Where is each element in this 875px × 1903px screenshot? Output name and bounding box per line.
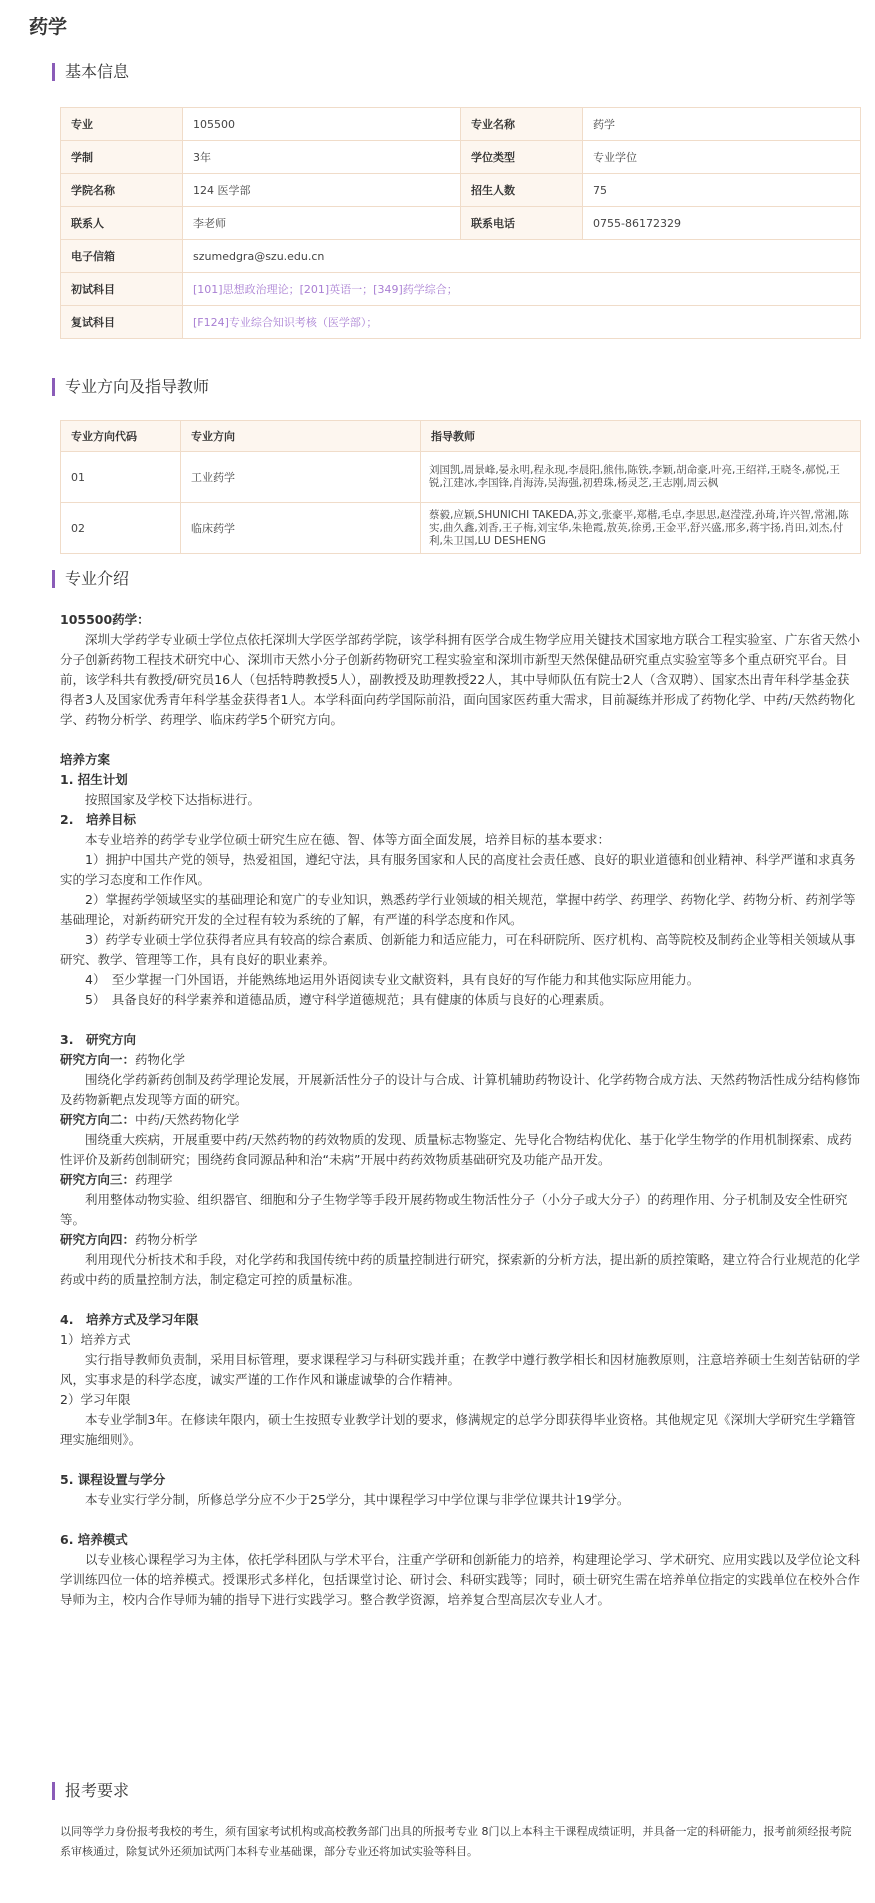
value-degree-type: 专业学位 [583,141,861,174]
section-direction: 专业方向及指导教师 [52,378,209,396]
page-title: 药学 [29,16,68,38]
value-major: 105500 [183,108,461,141]
courses-text: 本专业实行学分制，所修总学分应不少于25学分，其中课程学习中学位课与非学位课共计19学分。 [85,1492,630,1507]
research-direction-text: 利用整体动物实验、组织器官、细胞和分子生物学等手段开展药物或生物活性分子（小分子或大分子）的药理作用、分子机制及安全性研究等。 [60,1192,848,1227]
table-row [61,108,861,141]
research-direction-heading: 研究方向二：中药/天然药物化学 [60,1112,240,1127]
label-initial-exam: 初试科目 [61,273,183,306]
goal-item: 5） 具备良好的科学素养和道德品质，遵守科学道德规范；具有健康的体质与良好的心理素质。 [85,992,612,1007]
label-phone: 联系电话 [461,207,583,240]
section-intro: 专业介绍 [52,570,129,588]
label-college: 学院名称 [61,174,183,207]
label-email: 电子信箱 [61,240,183,273]
research-direction-text: 围绕重大疾病，开展重要中药/天然药物的药效物质的发现、质量标志物鉴定、先导化合物结构优化、基于化学生物学的作用机制探索、成药性评价及新药创制研究；围绕药食同源品种和治“未病”开展中药药效物质基础研究及功能产品开发。 [60,1132,852,1167]
table-row [61,452,861,503]
value-duration: 3年 [183,141,461,174]
training-mode-title: 6. 培养模式 [60,1532,128,1547]
table-row [61,273,861,306]
goal-item: 3）药学专业硕士学位获得者应具有较高的综合素质、创新能力和适应能力，可在科研院所、医疗机构、高等院校及制药企业等相关领域从事研究、教学、管理等工作，具有良好的职业素养。 [60,932,856,967]
direction-code: 02 [61,503,181,554]
header-direction: 专业方向 [181,421,421,452]
research-direction-text: 围绕化学药新药创制及药学理论发展，开展新活性分子的设计与合成、计算机辅助药物设计、化学药物合成方法、天然药物活性成分结构修饰及药物新靶点发现等方面的研究。 [60,1072,861,1107]
program-title: 105500药学： [60,612,150,627]
direction-teachers: 刘国凯,周景峰,晏永明,程永现,李晨阳,熊伟,陈铁,李颖,胡命豪,叶亮,王绍祥,王晓冬,郝悦,王锐,江建冰,李国锋,肖海涛,吴海强,初碧珠,杨灵芝,王志刚,周云枫 [421,452,861,503]
table-header-row [61,421,861,452]
value-enrollment: 75 [583,174,861,207]
value-contact: 李老师 [183,207,461,240]
plan-title: 培养方案 [60,752,111,767]
table-row [61,306,861,339]
courses-title: 5. 课程设置与学分 [60,1472,166,1487]
label-degree-type: 学位类型 [461,141,583,174]
direction-name: 工业药学 [181,452,421,503]
label-enrollment: 招生人数 [461,174,583,207]
research-direction-heading: 研究方向四：药物分析学 [60,1232,198,1247]
table-row [61,207,861,240]
intro-content [60,610,860,1610]
training-method-sub: 1）培养方式 [60,1332,131,1347]
table-row [61,141,861,174]
goal-item: 1）拥护中国共产党的领导，热爱祖国，遵纪守法，具有服务国家和人民的高度社会责任感、良好的职业道德和创业精神、科学严谨和求真务实的学习态度和工作作风。 [60,852,856,887]
program-description: 深圳大学药学专业硕士学位点依托深圳大学医学部药学院，该学科拥有医学合成生物学应用关键技术国家地方联合工程实验室、广东省天然小分子创新药物工程技术研究中心、深圳市天然小分子创新药物研究工程实验室和深圳市新型天然保健品研究重点实验室等多个重点研究平台。目前，该学科共有教授/研究员16人（包括特聘教授5人），副教授及助理教授22人，其中导师队伍有院士2人（含双聘）、国家杰出青年科学基金获得者3人及国家优秀青年科学基金获得者1人。本学科面向药学国际前沿，面向国家医药重大需求，目前凝练并形成了药物化学、中药/天然药物化学、药物分析学、药理学、临床药学5个研究方向。 [60,632,861,727]
basic-info-table [60,107,861,339]
table-row [61,240,861,273]
study-years-sub: 2）学习年限 [60,1392,131,1407]
goals-title: 2. 培养目标 [60,812,136,827]
enroll-plan-title: 1. 招生计划 [60,772,128,787]
section-basic-info: 基本信息 [52,63,129,81]
label-major: 专业 [61,108,183,141]
training-method-title: 4. 培养方式及学习年限 [60,1312,199,1327]
value-major-name: 药学 [583,108,861,141]
label-duration: 学制 [61,141,183,174]
direction-code: 01 [61,452,181,503]
label-contact: 联系人 [61,207,183,240]
table-row [61,503,861,554]
label-retest-exam: 复试科目 [61,306,183,339]
goals-text: 本专业培养的药学专业学位硕士研究生应在德、智、体等方面全面发展，培养目标的基本要求： [85,832,611,847]
research-title: 3. 研究方向 [60,1032,136,1047]
initial-exam-link[interactable]: [101]思想政治理论；[201]英语一；[349]药学综合； [183,273,861,306]
retest-exam-link[interactable]: [F124]专业综合知识考核（医学部）； [183,306,861,339]
requirements-text: 以同等学力身份报考我校的考生，须有国家考试机构或高校教务部门出具的所报考专业 8门以上本科主干课程成绩证明，并具备一定的科研能力，报考前须经报考院系审核通过，除复试外还须加试两门本科专业基础课，部分专业还将加试实验等科目。 [60,1825,852,1858]
header-teachers: 指导教师 [421,421,861,452]
training-mode-text: 以专业核心课程学习为主体，依托学科团队与学术平台，注重产学研和创新能力的培养，构建理论学习、学术研究、应用实践以及学位论文科学训练四位一体的培养模式。授课形式多样化，包括课堂讨论、研讨会、科研实践等；同时，硕士研究生需在培养单位指定的实践单位在校外合作导师为主，校内合作导师为辅的指导下进行实践学习。整合教学资源，培养复合型高层次专业人才。 [60,1552,861,1607]
direction-name: 临床药学 [181,503,421,554]
research-direction-heading: 研究方向一：药物化学 [60,1052,186,1067]
training-method-text: 实行指导教师负责制，采用目标管理，要求课程学习与科研实践并重；在教学中遵行教学相长和因材施教原则，注意培养硕士生刻苦钻研的学风，实事求是的科学态度，诚实严谨的工作作风和谦虚诚挚的合作精神。 [60,1352,861,1387]
section-requirements: 报考要求 [52,1782,129,1800]
header-code: 专业方向代码 [61,421,181,452]
research-direction-heading: 研究方向三：药理学 [60,1172,173,1187]
direction-table [60,420,861,554]
goal-item: 2）掌握药学领域坚实的基础理论和宽广的专业知识，熟悉药学行业领域的相关规范，掌握中药学、药理学、药物化学、药物分析、药剂学等基础理论，对新药研究开发的全过程有较为系统的了解，有严谨的科学态度和作风。 [60,892,856,927]
value-college: 124 医学部 [183,174,461,207]
value-email: szumedgra@szu.edu.cn [183,240,861,273]
label-major-name: 专业名称 [461,108,583,141]
enroll-plan-text: 按照国家及学校下达指标进行。 [85,792,261,807]
direction-teachers: 蔡毅,应颖,SHUNICHI TAKEDA,苏文,张豪平,郑楷,毛卓,李思思,赵滢滢,孙琦,许兴智,常湘,陈实,曲久鑫,刘香,王子梅,刘宝华,朱艳霞,敖英,徐勇,王金平,舒兴盛,邢多,蒋宇扬,肖田,刘杰,付利,朱卫国,LU DESHENG [421,503,861,554]
research-direction-text: 利用现代分析技术和手段，对化学药和我国传统中药的质量控制进行研究，探索新的分析方法，提出新的质控策略，建立符合行业规范的化学药或中药的质量控制方法，制定稳定可控的质量标准。 [60,1252,861,1287]
table-row [61,174,861,207]
value-phone: 0755-86172329 [583,207,861,240]
goal-item: 4） 至少掌握一门外国语，并能熟练地运用外语阅读专业文献资料，具有良好的写作能力和其他实际应用能力。 [85,972,700,987]
study-years-text: 本专业学制3年。在修读年限内，硕士生按照专业教学计划的要求，修满规定的总学分即获得毕业资格。其他规定见《深圳大学研究生学籍管理实施细则》。 [60,1412,856,1447]
